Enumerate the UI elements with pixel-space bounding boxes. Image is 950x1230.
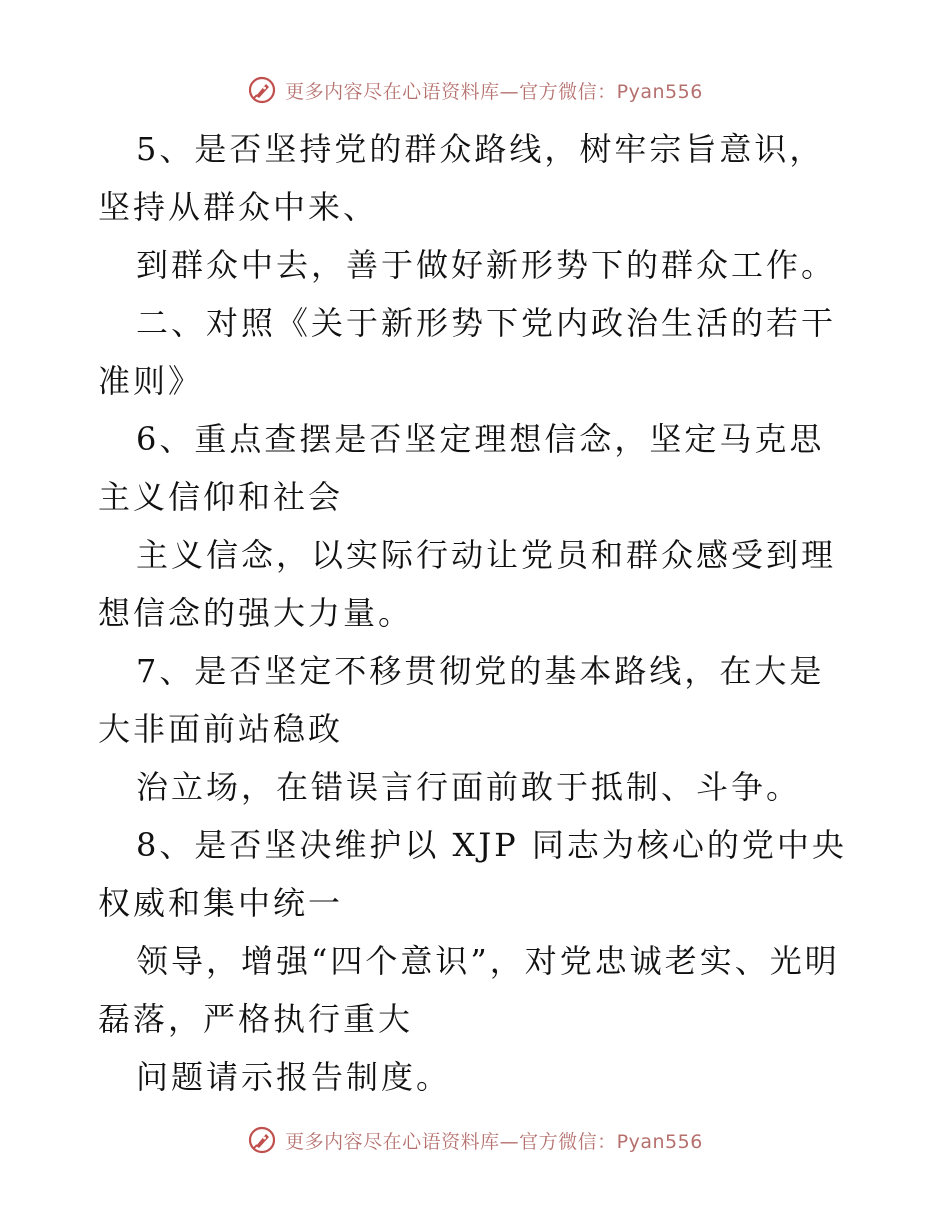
footer-watermark xyxy=(0,1120,950,1160)
paragraph: 6、重点查摆是否坚定理想信念，坚定马克思主义信仰和社会 xyxy=(98,420,825,516)
paragraph: 问题请示报告制度。 xyxy=(136,1058,452,1096)
paragraph: 二、对照《关于新形势下党内政治生活的若干准则》 xyxy=(98,304,837,400)
watermark-text: 更多内容尽在心语资料库—官方微信：Pyan556 xyxy=(285,80,703,103)
header-watermark xyxy=(0,70,950,110)
paragraph: 7、是否坚定不移贯彻党的基本路线，在大是大非面前站稳政 xyxy=(98,652,825,748)
document-body xyxy=(98,120,858,1106)
paragraph: 到群众中去，善于做好新形势下的群众工作。 xyxy=(136,246,837,284)
pen-nib-logo-icon xyxy=(247,75,277,105)
paragraph: 领导，增强“四个意识”，对党忠诚老实、光明磊落，严格执行重大 xyxy=(98,942,840,1038)
pen-nib-logo-icon xyxy=(247,1125,277,1155)
paragraph: 5、是否坚持党的群众路线，树牢宗旨意识，坚持从群众中来、 xyxy=(98,130,825,226)
paragraph: 8、是否坚决维护以 XJP 同志为核心的党中央权威和集中统一 xyxy=(98,826,847,922)
paragraph: 治立场，在错误言行面前敢于抵制、斗争。 xyxy=(136,768,802,806)
paragraph: 主义信念，以实际行动让党员和群众感受到理想信念的强大力量。 xyxy=(98,536,837,632)
watermark-text: 更多内容尽在心语资料库—官方微信：Pyan556 xyxy=(285,1130,703,1153)
